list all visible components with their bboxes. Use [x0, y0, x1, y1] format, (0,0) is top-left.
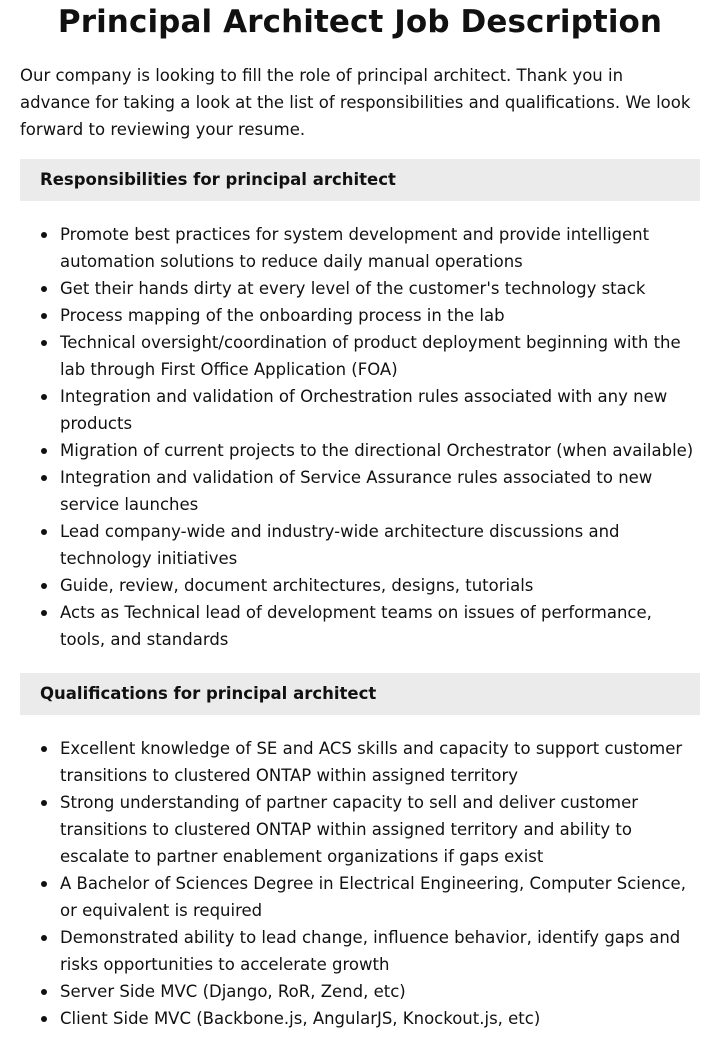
list-item-text: Acts as Technical lead of development teams on issues of performance, tools, and standards — [60, 603, 652, 649]
list-item — [20, 572, 700, 599]
list-item — [20, 275, 700, 302]
list-item — [20, 789, 700, 870]
bullet-icon — [41, 583, 47, 589]
bullet-icon — [41, 610, 47, 616]
list-item-text: Server Side MVC (Django, RoR, Zend, etc) — [60, 982, 406, 1001]
list-item-text: Strong understanding of partner capacity to sell and deliver customer transitions to clustered ONTAP within assigned territory and ability to escalate to partner enablement organizations if gaps exist — [60, 793, 639, 866]
list-item — [20, 735, 700, 789]
qualifications-list — [20, 735, 700, 1032]
list-item — [20, 383, 700, 437]
list-item — [20, 1005, 700, 1032]
list-item — [20, 437, 700, 464]
list-item-text: Process mapping of the onboarding process in the lab — [60, 306, 505, 325]
bullet-icon — [41, 232, 47, 238]
list-item — [20, 329, 700, 383]
list-item — [20, 221, 700, 275]
bullet-icon — [41, 286, 47, 292]
bullet-icon — [41, 394, 47, 400]
list-item — [20, 518, 700, 572]
bullet-icon — [41, 746, 47, 752]
bullet-icon — [41, 313, 47, 319]
list-item — [20, 978, 700, 1005]
page-title: Principal Architect Job Description — [57, 4, 663, 40]
responsibilities-list — [20, 221, 700, 653]
list-item — [20, 870, 700, 924]
list-item-text: Get their hands dirty at every level of the customer's technology stack — [60, 279, 646, 298]
list-item-text: Lead company-wide and industry-wide architecture discussions and technology initiatives — [60, 522, 620, 568]
list-item-text: Demonstrated ability to lead change, influence behavior, identify gaps and risks opportunities to accelerate growth — [60, 928, 681, 974]
list-item-text: Integration and validation of Orchestration rules associated with any new products — [60, 387, 668, 433]
bullet-icon — [41, 1016, 47, 1022]
bullet-icon — [41, 989, 47, 995]
list-item — [20, 302, 700, 329]
responsibilities-heading: Responsibilities for principal architect — [20, 159, 700, 201]
list-item-text: Excellent knowledge of SE and ACS skills and capacity to support customer transitions to clustered ONTAP within assigned territory — [60, 739, 683, 785]
list-item — [20, 464, 700, 518]
list-item-text: Integration and validation of Service Assurance rules associated to new service launches — [60, 468, 653, 514]
bullet-icon — [41, 935, 47, 941]
bullet-icon — [41, 448, 47, 454]
intro-paragraph: Our company is looking to fill the role of principal architect. Thank you in advance for taking a look at the list of responsibilities and qualifications. We look forward to reviewing your resume. — [20, 66, 691, 139]
list-item-text: Technical oversight/coordination of product deployment beginning with the lab through First Office Application (FOA) — [60, 333, 681, 379]
list-item-text: Client Side MVC (Backbone.js, AngularJS, Knockout.js, etc) — [60, 1009, 541, 1028]
list-item-text: Migration of current projects to the directional Orchestrator (when available) — [60, 441, 694, 460]
bullet-icon — [41, 881, 47, 887]
list-item — [20, 924, 700, 978]
list-item-text: A Bachelor of Sciences Degree in Electrical Engineering, Computer Science, or equivalent is required — [60, 874, 686, 920]
list-item — [20, 599, 700, 653]
bullet-icon — [41, 475, 47, 481]
list-item-text: Guide, review, document architectures, designs, tutorials — [60, 576, 534, 595]
bullet-icon — [41, 800, 47, 806]
bullet-icon — [41, 529, 47, 535]
bullet-icon — [41, 340, 47, 346]
list-item-text: Promote best practices for system development and provide intelligent automation solutions to reduce daily manual operations — [60, 225, 650, 271]
qualifications-heading: Qualifications for principal architect — [20, 673, 700, 715]
